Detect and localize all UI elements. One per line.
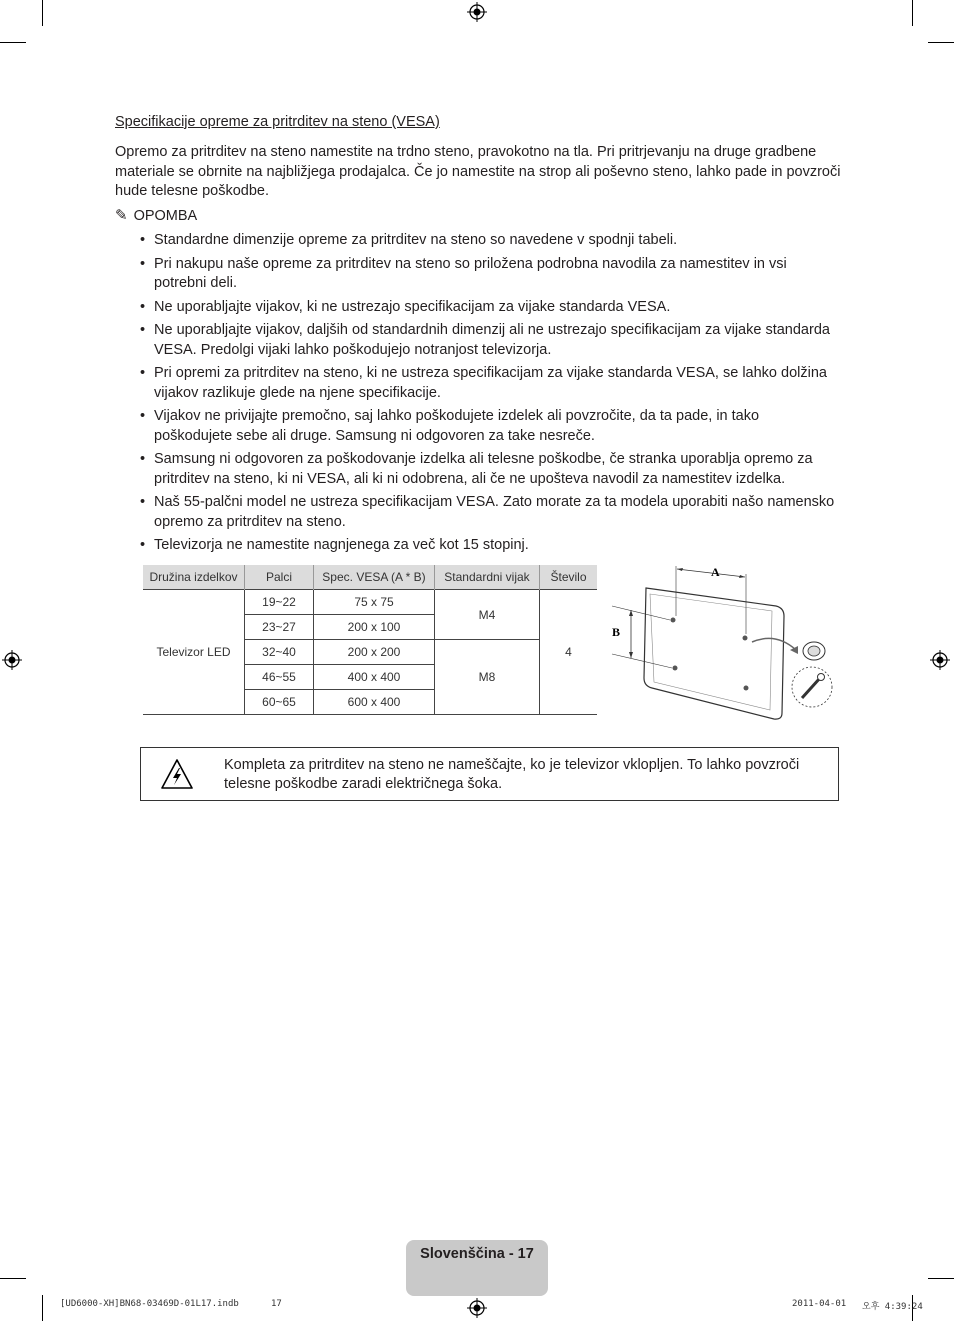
inches-cell: 23~27 bbox=[245, 615, 314, 640]
crop-mark bbox=[0, 1278, 26, 1279]
list-item: • Ne uporabljajte vijakov, daljših od standardnih dimenzij ali ne ustrezajo specifikacijam za vijake standarda VESA. Predolgi vijaki lahko poškodujejo notranjost televizorja. bbox=[140, 321, 840, 360]
note-list bbox=[140, 231, 840, 560]
column-header: Palci bbox=[245, 565, 314, 590]
table-row bbox=[143, 590, 597, 615]
list-item: • Pri opremi za pritrditev na steno, ki ne ustreza specifikacijam za vijake standarda VESA, se lahko dolžina vijakov razlikuje glede na njene specifikacije. bbox=[140, 364, 840, 403]
list-item: • Televizorja ne namestite nagnjenega za več kot 15 stopinj. bbox=[140, 536, 840, 556]
note-heading bbox=[115, 206, 197, 224]
column-header: Družina izdelkov bbox=[143, 565, 245, 590]
registration-mark-icon bbox=[930, 650, 950, 670]
registration-mark-icon bbox=[2, 650, 22, 670]
electric-shock-warning-icon bbox=[160, 758, 194, 790]
print-slug-time: 오후 4:39:24 bbox=[862, 1302, 923, 1312]
inches-cell: 60~65 bbox=[245, 690, 314, 715]
vesa-cell: 600 x 400 bbox=[314, 690, 435, 715]
count-cell: 4 bbox=[540, 590, 598, 715]
warning-text: Kompleta za pritrditev na steno ne nameščajte, ko je televizor vklopljen. To lahko povzroči telesne poškodbe zaradi električnega šoka. bbox=[224, 757, 800, 792]
note-label: OPOMBA bbox=[133, 208, 198, 224]
column-header: Standardni vijak bbox=[435, 565, 540, 590]
section-title: Specifikacije opreme za pritrditev na steno (VESA) bbox=[115, 114, 440, 130]
vesa-cell: 75 x 75 bbox=[314, 590, 435, 615]
print-slug-date: 2011-04-01 bbox=[792, 1299, 847, 1309]
list-item: • Vijakov ne privijajte premočno, saj lahko poškodujete izdelek ali povzročite, da ta pade, in tako poškodujete sebe ali druge. Samsung ni odgovoren za take nesreče. bbox=[140, 407, 840, 446]
column-header: Spec. VESA (A * B) bbox=[314, 565, 435, 590]
registration-mark-icon bbox=[467, 2, 487, 22]
print-slug-file: [UD6000-XH]BN68-03469D-01L17.indb bbox=[60, 1299, 239, 1309]
crop-mark bbox=[42, 0, 43, 26]
inches-cell: 32~40 bbox=[245, 640, 314, 665]
list-item: • Pri nakupu naše opreme za pritrditev na steno so priložena podrobna navodila za namestitev in vsi potrebni deli. bbox=[140, 255, 840, 294]
crop-mark bbox=[42, 1295, 43, 1321]
print-slug-page: 17 bbox=[271, 1299, 282, 1309]
inches-cell: 19~22 bbox=[245, 590, 314, 615]
table-header-row bbox=[143, 565, 597, 590]
crop-mark bbox=[0, 42, 26, 43]
crop-mark bbox=[928, 1278, 954, 1279]
list-item: • Samsung ni odgovoren za poškodovanje izdelka ali telesne poškodbe, če stranka uporablja opremo za pritrditev na steno, ki ni VESA, ali ki ni odobrena, ali če ne upošteva navodil za namestitev izdelka. bbox=[140, 450, 840, 489]
dimension-label-a: A bbox=[711, 565, 720, 579]
pencil-icon: ✎ bbox=[115, 207, 128, 224]
list-item: • Ne uporabljajte vijakov, ki ne ustrezajo specifikacijam za vijake standarda VESA. bbox=[140, 298, 840, 318]
product-family-cell: Televizor LED bbox=[143, 590, 245, 715]
inches-cell: 46~55 bbox=[245, 665, 314, 690]
vesa-cell: 200 x 100 bbox=[314, 615, 435, 640]
column-header: Število bbox=[540, 565, 598, 590]
list-item: • Naš 55-palčni model ne ustreza specifikacijam VESA. Zato morate za ta modela uporabiti našo namensko opremo za pritrditev na steno. bbox=[140, 493, 840, 532]
intro-paragraph: Opremo za pritrditev na steno namestite na trdno steno, pravokotno na tla. Pri pritrjevanju na druge gradbene materiale se obrnite na najbližjega prodajalca. Če jo namestite na strop ali poševno steno, lahko pade in povzroči hude telesne poškodbe. bbox=[115, 144, 841, 199]
list-item: • Standardne dimenzije opreme za pritrditev na steno so navedene v spodnji tabeli. bbox=[140, 231, 840, 251]
vesa-cell: 200 x 200 bbox=[314, 640, 435, 665]
screw-cell: M8 bbox=[435, 640, 540, 715]
crop-mark bbox=[912, 0, 913, 26]
registration-mark-icon bbox=[467, 1298, 487, 1318]
vesa-mount-diagram bbox=[606, 558, 842, 728]
dimension-label-b: B bbox=[612, 625, 621, 639]
vesa-spec-table bbox=[143, 565, 597, 715]
crop-mark bbox=[928, 42, 954, 43]
vesa-cell: 400 x 400 bbox=[314, 665, 435, 690]
screw-cell: M4 bbox=[435, 590, 540, 640]
page-number-label: Slovenščina - 17 bbox=[420, 1246, 534, 1262]
